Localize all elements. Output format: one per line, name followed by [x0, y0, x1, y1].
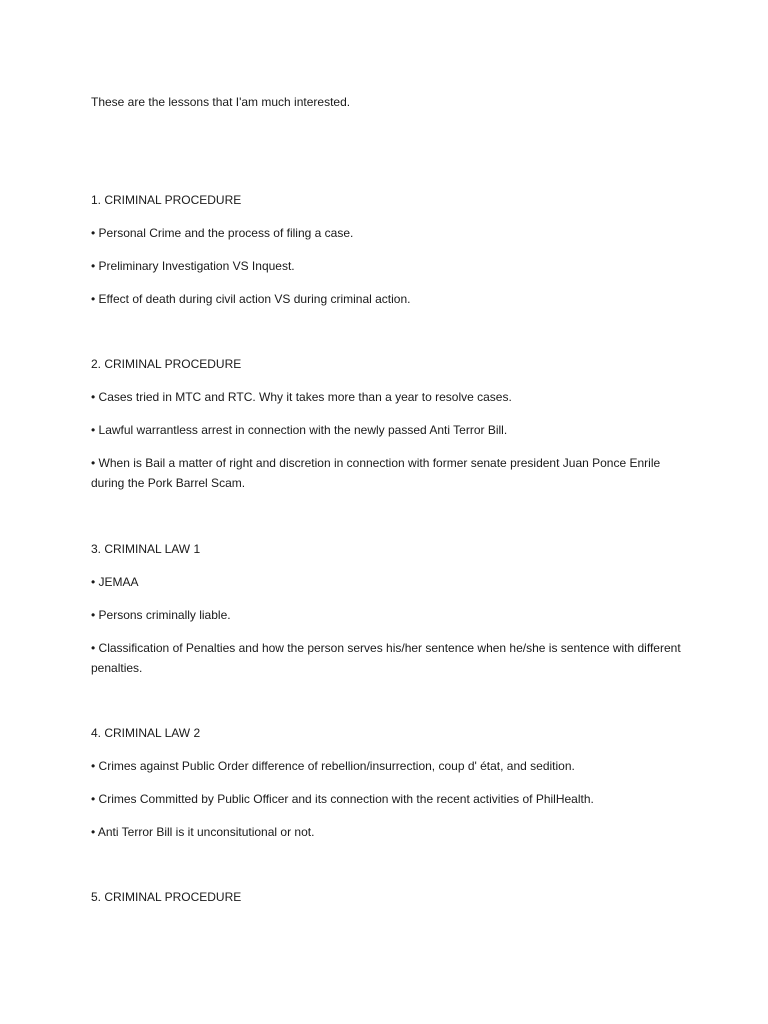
section-4-bullet-1: • Crimes against Public Order difference of rebellion/insurrection, coup d' état, and sedition.	[91, 759, 575, 773]
section-3-heading: 3. CRIMINAL LAW 1	[91, 542, 201, 556]
section-5-heading: 5. CRIMINAL PROCEDURE	[91, 890, 242, 904]
section-4-heading: 4. CRIMINAL LAW 2	[91, 726, 201, 740]
section-1-heading: 1. CRIMINAL PROCEDURE	[91, 193, 242, 207]
section-2-bullet-2: • Lawful warrantless arrest in connection with the newly passed Anti Terror Bill.	[91, 423, 508, 437]
section-3-bullet-2: • Persons criminally liable.	[91, 608, 231, 622]
section-1-bullet-1: • Personal Crime and the process of filing a case.	[91, 226, 354, 240]
section-1-bullet-2: • Preliminary Investigation VS Inquest.	[91, 259, 295, 273]
section-4-bullet-2: • Crimes Committed by Public Officer and its connection with the recent activities of PhilHealth.	[91, 792, 594, 806]
section-1-bullet-3: • Effect of death during civil action VS during criminal action.	[91, 292, 411, 306]
section-2-bullet-3: • When is Bail a matter of right and discretion in connection with former senate president Juan Ponce Enrile during the Pork Barrel Scam.	[91, 456, 661, 490]
section-3-bullet-1: • JEMAA	[91, 575, 139, 589]
section-3-bullet-3: • Classification of Penalties and how the person serves his/her sentence when he/she is sentence with different penalties.	[91, 641, 681, 675]
section-2-bullet-1: • Cases tried in MTC and RTC. Why it takes more than a year to resolve cases.	[91, 390, 512, 404]
section-4-bullet-3: • Anti Terror Bill is it unconsitutional or not.	[91, 825, 315, 839]
section-2-heading: 2. CRIMINAL PROCEDURE	[91, 357, 242, 371]
intro-text: These are the lessons that I'am much interested.	[91, 95, 351, 109]
